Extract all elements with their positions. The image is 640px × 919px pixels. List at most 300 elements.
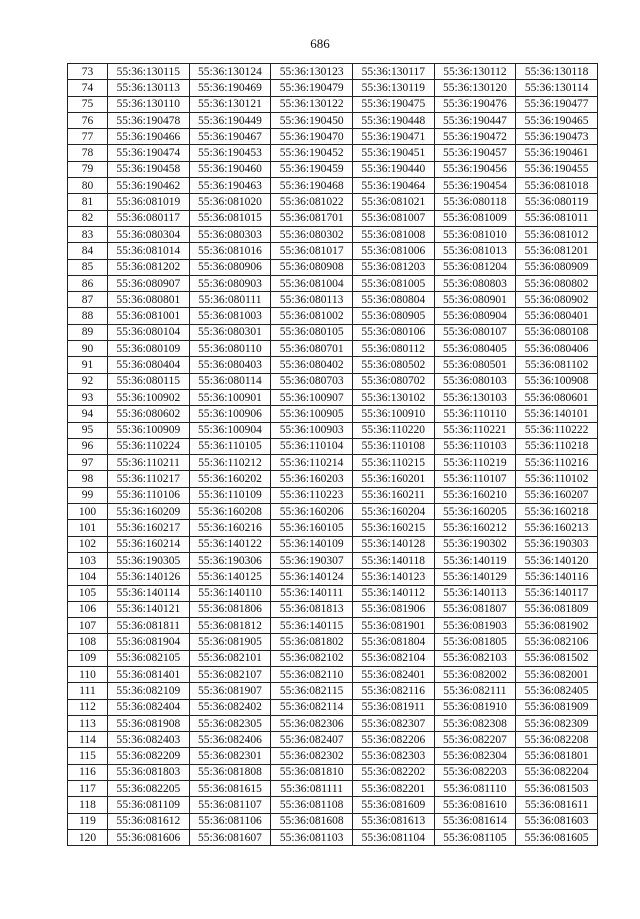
- cadastral-number-cell: 55:36:080906: [189, 259, 271, 275]
- cadastral-number-cell: 55:36:080804: [352, 292, 434, 308]
- row-number-cell: 98: [68, 471, 108, 487]
- row-number-cell: 85: [68, 259, 108, 275]
- cadastral-number-cell: 55:36:140122: [189, 536, 271, 552]
- row-number-cell: 110: [68, 666, 108, 682]
- cadastral-number-cell: 55:36:110217: [108, 471, 190, 487]
- cadastral-number-cell: 55:36:080908: [271, 259, 353, 275]
- cadastral-number-cell: 55:36:160212: [434, 520, 516, 536]
- cadastral-number-cell: 55:36:140120: [516, 552, 598, 568]
- cadastral-number-cell: 55:36:081007: [352, 210, 434, 226]
- cadastral-number-cell: 55:36:080403: [189, 357, 271, 373]
- cadastral-number-cell: 55:36:140116: [516, 569, 598, 585]
- cadastral-number-cell: 55:36:080109: [108, 341, 190, 357]
- cadastral-number-cell: 55:36:190479: [271, 80, 353, 96]
- cadastral-number-cell: 55:36:140111: [271, 585, 353, 601]
- cadastral-number-cell: 55:36:081502: [516, 650, 598, 666]
- table-row: [68, 683, 598, 699]
- row-number-cell: 103: [68, 552, 108, 568]
- cadastral-number-cell: 55:36:190303: [516, 536, 598, 552]
- cadastral-number-cell: 55:36:130124: [189, 64, 271, 80]
- cadastral-number-cell: 55:36:081201: [516, 243, 598, 259]
- cadastral-number-cell: 55:36:081022: [271, 194, 353, 210]
- cadastral-number-cell: 55:36:110220: [352, 422, 434, 438]
- cadastral-number-cell: 55:36:081809: [516, 601, 598, 617]
- table-row: [68, 585, 598, 601]
- cadastral-number-cell: 55:36:081021: [352, 194, 434, 210]
- cadastral-number-cell: 55:36:110108: [352, 438, 434, 454]
- table-row: [68, 259, 598, 275]
- cadastral-number-cell: 55:36:080107: [434, 324, 516, 340]
- cadastral-number-cell: 55:36:080905: [352, 308, 434, 324]
- cadastral-number-cell: 55:36:110221: [434, 422, 516, 438]
- row-number-cell: 108: [68, 634, 108, 650]
- cadastral-number-cell: 55:36:080801: [108, 292, 190, 308]
- cadastral-number-cell: 55:36:082301: [189, 748, 271, 764]
- table-row: [68, 552, 598, 568]
- cadastral-number-cell: 55:36:080901: [434, 292, 516, 308]
- cadastral-number-cell: 55:36:082201: [352, 781, 434, 797]
- cadastral-number-cell: 55:36:082204: [516, 764, 598, 780]
- cadastral-number-cell: 55:36:130119: [352, 80, 434, 96]
- row-number-cell: 99: [68, 487, 108, 503]
- cadastral-number-cell: 55:36:081003: [189, 308, 271, 324]
- cadastral-number-cell: 55:36:140101: [516, 406, 598, 422]
- table-row: [68, 781, 598, 797]
- cadastral-number-cell: 55:36:110219: [434, 455, 516, 471]
- cadastral-number-cell: 55:36:190454: [434, 178, 516, 194]
- cadastral-number-cell: 55:36:110212: [189, 455, 271, 471]
- row-number-cell: 88: [68, 308, 108, 324]
- cadastral-number-cell: 55:36:130115: [108, 64, 190, 80]
- cadastral-number-cell: 55:36:081102: [516, 357, 598, 373]
- cadastral-number-cell: 55:36:081614: [434, 813, 516, 829]
- table-row: [68, 732, 598, 748]
- cadastral-number-cell: 55:36:190457: [434, 145, 516, 161]
- row-number-cell: 104: [68, 569, 108, 585]
- cadastral-number-cell: 55:36:081016: [189, 243, 271, 259]
- cadastral-number-cell: 55:36:190458: [108, 161, 190, 177]
- row-number-cell: 100: [68, 504, 108, 520]
- cadastral-number-cell: 55:36:190472: [434, 129, 516, 145]
- cadastral-number-cell: 55:36:081911: [352, 699, 434, 715]
- cadastral-number-cell: 55:36:081908: [108, 715, 190, 731]
- cadastral-number-cell: 55:36:110224: [108, 438, 190, 454]
- cadastral-number-cell: 55:36:190448: [352, 112, 434, 128]
- cadastral-number-cell: 55:36:190470: [271, 129, 353, 145]
- cadastral-number-cell: 55:36:080112: [352, 341, 434, 357]
- cadastral-number-cell: 55:36:140115: [271, 618, 353, 634]
- cadastral-number-cell: 55:36:110106: [108, 487, 190, 503]
- table-row: [68, 764, 598, 780]
- cadastral-number-cell: 55:36:081014: [108, 243, 190, 259]
- cadastral-number-table: [67, 63, 598, 846]
- cadastral-number-cell: 55:36:190467: [189, 129, 271, 145]
- table-row: [68, 275, 598, 291]
- cadastral-number-cell: 55:36:110218: [516, 438, 598, 454]
- row-number-cell: 79: [68, 161, 108, 177]
- cadastral-number-cell: 55:36:080113: [271, 292, 353, 308]
- table-row: [68, 112, 598, 128]
- cadastral-number-cell: 55:36:082305: [189, 715, 271, 731]
- cadastral-number-cell: 55:36:082105: [108, 650, 190, 666]
- cadastral-number-cell: 55:36:081018: [516, 178, 598, 194]
- cadastral-number-cell: 55:36:190459: [271, 161, 353, 177]
- cadastral-number-cell: 55:36:190460: [189, 161, 271, 177]
- table-row: [68, 389, 598, 405]
- cadastral-number-cell: 55:36:140129: [434, 569, 516, 585]
- cadastral-number-cell: 55:36:160214: [108, 536, 190, 552]
- cadastral-number-cell: 55:36:080406: [516, 341, 598, 357]
- cadastral-number-cell: 55:36:080110: [189, 341, 271, 357]
- cadastral-number-cell: 55:36:080702: [352, 373, 434, 389]
- table-row: [68, 194, 598, 210]
- row-number-cell: 78: [68, 145, 108, 161]
- row-number-cell: 117: [68, 781, 108, 797]
- cadastral-number-cell: 55:36:082405: [516, 683, 598, 699]
- cadastral-number-cell: 55:36:140117: [516, 585, 598, 601]
- table-row: [68, 455, 598, 471]
- cadastral-number-cell: 55:36:082205: [108, 781, 190, 797]
- cadastral-number-cell: 55:36:110103: [434, 438, 516, 454]
- cadastral-number-cell: 55:36:081902: [516, 618, 598, 634]
- cadastral-number-cell: 55:36:080601: [516, 389, 598, 405]
- table-row: [68, 324, 598, 340]
- table-row: [68, 64, 598, 80]
- cadastral-number-cell: 55:36:082403: [108, 732, 190, 748]
- cadastral-number-cell: 55:36:160202: [189, 471, 271, 487]
- row-number-cell: 113: [68, 715, 108, 731]
- table-row: [68, 308, 598, 324]
- cadastral-number-cell: 55:36:081010: [434, 226, 516, 242]
- cadastral-number-cell: 55:36:080304: [108, 226, 190, 242]
- page-number: 686: [310, 36, 330, 51]
- cadastral-number-cell: 55:36:082115: [271, 683, 353, 699]
- cadastral-number-cell: 55:36:081106: [189, 813, 271, 829]
- cadastral-number-cell: 55:36:110223: [271, 487, 353, 503]
- cadastral-number-cell: 55:36:190471: [352, 129, 434, 145]
- table-row: [68, 618, 598, 634]
- cadastral-number-cell: 55:36:160211: [352, 487, 434, 503]
- cadastral-number-cell: 55:36:081613: [352, 813, 434, 829]
- cadastral-number-cell: 55:36:082103: [434, 650, 516, 666]
- cadastral-number-cell: 55:36:100910: [352, 406, 434, 422]
- cadastral-number-cell: 55:36:081606: [108, 829, 190, 845]
- cadastral-number-cell: 55:36:081805: [434, 634, 516, 650]
- cadastral-number-cell: 55:36:110109: [189, 487, 271, 503]
- cadastral-number-cell: 55:36:100909: [108, 422, 190, 438]
- cadastral-number-cell: 55:36:081905: [189, 634, 271, 650]
- cadastral-number-cell: 55:36:081909: [516, 699, 598, 715]
- row-number-cell: 105: [68, 585, 108, 601]
- cadastral-number-cell: 55:36:080108: [516, 324, 598, 340]
- cadastral-number-cell: 55:36:082407: [271, 732, 353, 748]
- cadastral-number-cell: 55:36:081603: [516, 813, 598, 829]
- cadastral-number-cell: 55:36:160201: [352, 471, 434, 487]
- cadastral-number-cell: 55:36:190305: [108, 552, 190, 568]
- cadastral-number-cell: 55:36:130123: [271, 64, 353, 80]
- cadastral-number-cell: 55:36:081609: [352, 797, 434, 813]
- cadastral-number-cell: 55:36:081008: [352, 226, 434, 242]
- table-row: [68, 341, 598, 357]
- cadastral-number-cell: 55:36:080501: [434, 357, 516, 373]
- row-number-cell: 95: [68, 422, 108, 438]
- cadastral-number-cell: 55:36:081807: [434, 601, 516, 617]
- table-row: [68, 569, 598, 585]
- cadastral-number-cell: 55:36:080303: [189, 226, 271, 242]
- cadastral-number-cell: 55:36:080117: [108, 210, 190, 226]
- cadastral-number-cell: 55:36:110105: [189, 438, 271, 454]
- cadastral-number-cell: 55:36:081110: [434, 781, 516, 797]
- cadastral-number-cell: 55:36:082404: [108, 699, 190, 715]
- cadastral-number-cell: 55:36:190474: [108, 145, 190, 161]
- cadastral-number-cell: 55:36:082206: [352, 732, 434, 748]
- cadastral-number-cell: 55:36:081009: [434, 210, 516, 226]
- row-number-cell: 87: [68, 292, 108, 308]
- table-row: [68, 96, 598, 112]
- cadastral-number-cell: 55:36:140110: [189, 585, 271, 601]
- cadastral-number-cell: 55:36:081910: [434, 699, 516, 715]
- cadastral-number-cell: 55:36:080302: [271, 226, 353, 242]
- table-row: [68, 406, 598, 422]
- cadastral-number-cell: 55:36:081801: [516, 748, 598, 764]
- cadastral-number-cell: 55:36:082002: [434, 666, 516, 682]
- cadastral-number-cell: 55:36:100907: [271, 389, 353, 405]
- row-number-cell: 97: [68, 455, 108, 471]
- cadastral-number-cell: 55:36:081605: [516, 829, 598, 845]
- table-row: [68, 422, 598, 438]
- cadastral-number-cell: 55:36:082306: [271, 715, 353, 731]
- table-row: [68, 80, 598, 96]
- cadastral-number-cell: 55:36:080909: [516, 259, 598, 275]
- row-number-cell: 73: [68, 64, 108, 80]
- cadastral-number-cell: 55:36:081810: [271, 764, 353, 780]
- cadastral-number-cell: 55:36:100906: [189, 406, 271, 422]
- cadastral-number-cell: 55:36:080902: [516, 292, 598, 308]
- table-row: [68, 797, 598, 813]
- cadastral-number-cell: 55:36:190476: [434, 96, 516, 112]
- cadastral-number-cell: 55:36:081904: [108, 634, 190, 650]
- cadastral-number-cell: 55:36:081108: [271, 797, 353, 813]
- cadastral-number-cell: 55:36:080115: [108, 373, 190, 389]
- cadastral-number-cell: 55:36:190306: [189, 552, 271, 568]
- cadastral-number-cell: 55:36:190478: [108, 112, 190, 128]
- cadastral-number-cell: 55:36:100908: [516, 373, 598, 389]
- cadastral-number-cell: 55:36:140113: [434, 585, 516, 601]
- table-row: [68, 699, 598, 715]
- cadastral-number-cell: 55:36:081615: [189, 781, 271, 797]
- cadastral-number-cell: 55:36:080402: [271, 357, 353, 373]
- cadastral-number-cell: 55:36:081802: [271, 634, 353, 650]
- cadastral-number-cell: 55:36:080907: [108, 275, 190, 291]
- cadastral-number-cell: 55:36:081401: [108, 666, 190, 682]
- cadastral-number-cell: 55:36:082208: [516, 732, 598, 748]
- cadastral-number-cell: 55:36:080118: [434, 194, 516, 210]
- cadastral-number-cell: 55:36:190477: [516, 96, 598, 112]
- cadastral-number-cell: 55:36:082309: [516, 715, 598, 731]
- cadastral-number-cell: 55:36:081015: [189, 210, 271, 226]
- cadastral-number-cell: 55:36:110107: [434, 471, 516, 487]
- cadastral-number-cell: 55:36:081105: [434, 829, 516, 845]
- cadastral-number-cell: 55:36:081011: [516, 210, 598, 226]
- table-row: [68, 178, 598, 194]
- cadastral-number-cell: 55:36:082101: [189, 650, 271, 666]
- table-row: [68, 634, 598, 650]
- cadastral-number-cell: 55:36:140125: [189, 569, 271, 585]
- cadastral-number-cell: 55:36:081903: [434, 618, 516, 634]
- cadastral-number-cell: 55:36:081019: [108, 194, 190, 210]
- cadastral-number-cell: 55:36:160203: [271, 471, 353, 487]
- cadastral-number-cell: 55:36:140109: [271, 536, 353, 552]
- cadastral-number-cell: 55:36:081006: [352, 243, 434, 259]
- cadastral-number-cell: 55:36:190450: [271, 112, 353, 128]
- cadastral-number-cell: 55:36:110216: [516, 455, 598, 471]
- table-body: [68, 64, 598, 846]
- cadastral-number-cell: 55:36:160206: [271, 504, 353, 520]
- row-number-cell: 94: [68, 406, 108, 422]
- cadastral-number-cell: 55:36:081608: [271, 813, 353, 829]
- cadastral-number-cell: 55:36:190462: [108, 178, 190, 194]
- cadastral-number-cell: 55:36:190452: [271, 145, 353, 161]
- cadastral-number-cell: 55:36:130110: [108, 96, 190, 112]
- cadastral-number-cell: 55:36:081811: [108, 618, 190, 634]
- row-number-cell: 106: [68, 601, 108, 617]
- cadastral-number-cell: 55:36:080105: [271, 324, 353, 340]
- cadastral-number-cell: 55:36:081906: [352, 601, 434, 617]
- table-row: [68, 666, 598, 682]
- cadastral-number-cell: 55:36:080802: [516, 275, 598, 291]
- cadastral-number-cell: 55:36:081107: [189, 797, 271, 813]
- cadastral-number-cell: 55:36:160105: [271, 520, 353, 536]
- cadastral-number-cell: 55:36:190461: [516, 145, 598, 161]
- row-number-cell: 81: [68, 194, 108, 210]
- cadastral-number-cell: 55:36:140112: [352, 585, 434, 601]
- cadastral-number-cell: 55:36:110110: [434, 406, 516, 422]
- row-number-cell: 118: [68, 797, 108, 813]
- cadastral-number-cell: 55:36:100903: [271, 422, 353, 438]
- table-row: [68, 145, 598, 161]
- cadastral-number-cell: 55:36:081610: [434, 797, 516, 813]
- cadastral-number-cell: 55:36:190451: [352, 145, 434, 161]
- cadastral-number-cell: 55:36:080119: [516, 194, 598, 210]
- table-row: [68, 129, 598, 145]
- cadastral-number-cell: 55:36:080404: [108, 357, 190, 373]
- cadastral-number-cell: 55:36:140124: [271, 569, 353, 585]
- cadastral-number-cell: 55:36:082302: [271, 748, 353, 764]
- cadastral-number-cell: 55:36:110215: [352, 455, 434, 471]
- cadastral-number-cell: 55:36:190440: [352, 161, 434, 177]
- cadastral-number-cell: 55:36:080703: [271, 373, 353, 389]
- cadastral-number-cell: 55:36:110214: [271, 455, 353, 471]
- cadastral-number-cell: 55:36:081612: [108, 813, 190, 829]
- cadastral-number-cell: 55:36:082107: [189, 666, 271, 682]
- cadastral-number-cell: 55:36:160207: [516, 487, 598, 503]
- row-number-cell: 112: [68, 699, 108, 715]
- cadastral-number-cell: 55:36:081203: [352, 259, 434, 275]
- cadastral-number-cell: 55:36:130103: [434, 389, 516, 405]
- table-row: [68, 438, 598, 454]
- cadastral-number-cell: 55:36:160210: [434, 487, 516, 503]
- cadastral-number-cell: 55:36:100905: [271, 406, 353, 422]
- table-row: [68, 504, 598, 520]
- cadastral-number-cell: 55:36:081103: [271, 829, 353, 845]
- cadastral-number-cell: 55:36:140118: [352, 552, 434, 568]
- cadastral-number-cell: 55:36:130120: [434, 80, 516, 96]
- cadastral-number-cell: 55:36:081803: [108, 764, 190, 780]
- table-row: [68, 357, 598, 373]
- table-row: [68, 226, 598, 242]
- table-row: [68, 487, 598, 503]
- cadastral-number-cell: 55:36:081002: [271, 308, 353, 324]
- row-number-cell: 80: [68, 178, 108, 194]
- cadastral-number-cell: 55:36:140119: [434, 552, 516, 568]
- cadastral-number-cell: 55:36:081806: [189, 601, 271, 617]
- cadastral-number-cell: 55:36:082203: [434, 764, 516, 780]
- cadastral-number-cell: 55:36:080106: [352, 324, 434, 340]
- cadastral-number-cell: 55:36:190302: [434, 536, 516, 552]
- cadastral-number-cell: 55:36:190473: [516, 129, 598, 145]
- row-number-cell: 92: [68, 373, 108, 389]
- row-number-cell: 74: [68, 80, 108, 96]
- cadastral-number-cell: 55:36:130114: [516, 80, 598, 96]
- cadastral-number-cell: 55:36:140114: [108, 585, 190, 601]
- cadastral-number-cell: 55:36:110102: [516, 471, 598, 487]
- cadastral-number-cell: 55:36:082402: [189, 699, 271, 715]
- row-number-cell: 75: [68, 96, 108, 112]
- row-number-cell: 84: [68, 243, 108, 259]
- cadastral-number-cell: 55:36:080701: [271, 341, 353, 357]
- cadastral-number-cell: 55:36:130117: [352, 64, 434, 80]
- table-row: [68, 813, 598, 829]
- cadastral-number-cell: 55:36:190468: [271, 178, 353, 194]
- cadastral-number-cell: 55:36:082106: [516, 634, 598, 650]
- row-number-cell: 83: [68, 226, 108, 242]
- table-row: [68, 715, 598, 731]
- cadastral-number-cell: 55:36:080114: [189, 373, 271, 389]
- table-row: [68, 373, 598, 389]
- row-number-cell: 101: [68, 520, 108, 536]
- cadastral-number-cell: 55:36:082308: [434, 715, 516, 731]
- cadastral-number-cell: 55:36:080104: [108, 324, 190, 340]
- cadastral-number-cell: 55:36:082116: [352, 683, 434, 699]
- cadastral-number-cell: 55:36:130121: [189, 96, 271, 112]
- cadastral-number-cell: 55:36:081202: [108, 259, 190, 275]
- cadastral-number-cell: 55:36:110211: [108, 455, 190, 471]
- cadastral-number-cell: 55:36:140128: [352, 536, 434, 552]
- cadastral-number-cell: 55:36:081503: [516, 781, 598, 797]
- cadastral-number-cell: 55:36:081004: [271, 275, 353, 291]
- cadastral-number-cell: 55:36:160218: [516, 504, 598, 520]
- cadastral-number-cell: 55:36:130112: [434, 64, 516, 80]
- row-number-cell: 109: [68, 650, 108, 666]
- cadastral-number-cell: 55:36:081812: [189, 618, 271, 634]
- row-number-cell: 96: [68, 438, 108, 454]
- table-row: [68, 243, 598, 259]
- cadastral-number-cell: 55:36:140126: [108, 569, 190, 585]
- table-row: [68, 829, 598, 845]
- cadastral-number-cell: 55:36:081111: [271, 781, 353, 797]
- cadastral-number-cell: 55:36:082202: [352, 764, 434, 780]
- cadastral-number-cell: 55:36:100902: [108, 389, 190, 405]
- cadastral-number-cell: 55:36:190455: [516, 161, 598, 177]
- row-number-cell: 90: [68, 341, 108, 357]
- row-number-cell: 82: [68, 210, 108, 226]
- cadastral-number-cell: 55:36:080903: [189, 275, 271, 291]
- cadastral-number-cell: 55:36:082401: [352, 666, 434, 682]
- cadastral-number-cell: 55:36:082109: [108, 683, 190, 699]
- cadastral-number-cell: 55:36:081907: [189, 683, 271, 699]
- cadastral-number-cell: 55:36:081901: [352, 618, 434, 634]
- row-number-cell: 76: [68, 112, 108, 128]
